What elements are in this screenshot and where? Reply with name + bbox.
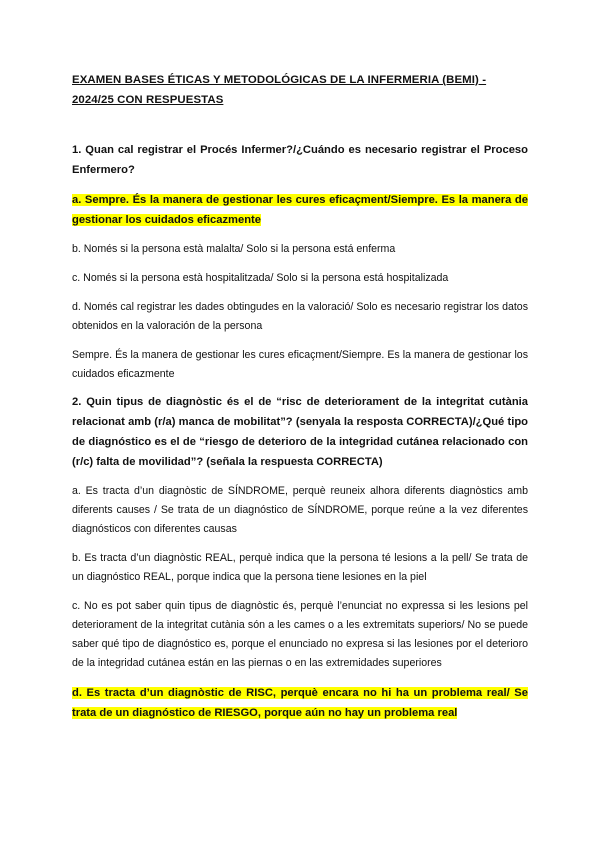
question-2-option-c: c. No es pot saber quin tipus de diagnòstic és, perquè l’enunciat no expressa si les lesions pel deteriorament de la integritat cutània són a les cames o a les extremitats superiors/ No se puede saber qué tipo de diagnóstico es, porque el enunciado no expresa si las lesiones por el deterioro de la integridad cutánea están en las piernas o en las extremidades superiores (72, 600, 528, 669)
question-2: 2. Quin tipus de diagnòstic és el de “risc de deteriorament de la integritat cutània relacionat amb (r/a) manca de mobilitat”? (senyala la resposta CORRECTA)/¿Qué tipo de diagnóstico es el de “riesgo de deterioro de la integridad cutánea relacionado con (r/c) falta de movilidad”? (señala la respuesta CORRECTA) (72, 396, 528, 468)
question-1-option-c: c. Només si la persona està hospitalitzada/ Solo si la persona está hospitalizada (72, 272, 449, 284)
question-1-correct-answer (72, 190, 528, 230)
question-2-option-a: a. Es tracta d’un diagnòstic de SÍNDROME, perquè reuneix alhora diferents diagnòstics amb diferents causes / Se trata de un diagnóstico de SÍNDROME, porque reúne a la vez diferentes diagnósticos con diferentes causas (72, 485, 528, 535)
question-1-explanation: Sempre. És la manera de gestionar les cures eficaçment/Siempre. Es la manera de gestionar los cuidados eficazmente (72, 349, 528, 380)
highlighted-answer-1: a. Sempre. És la manera de gestionar les cures eficaçment/Siempre. Es la manera de gestionar los cuidados eficazmente (72, 194, 528, 226)
question-1-option-d: d. Només cal registrar les dades obtingudes en la valoració/ Solo es necesario registrar los datos obtenidos en la valoración de la persona (72, 301, 528, 332)
question-2-option-b: b. Es tracta d’un diagnòstic REAL, perquè indica que la persona té lesions a la pell/ Se trata de un diagnóstico REAL, porque indica que la persona tiene lesiones en la piel (72, 552, 528, 583)
question-2-correct-answer (72, 683, 528, 723)
question-1-option-b: b. Només si la persona està malalta/ Solo si la persona está enferma (72, 243, 396, 255)
document-body (72, 70, 528, 723)
document-title: EXAMEN BASES ÉTICAS Y METODOLÓGICAS DE LA INFERMERIA (BEMI) - 2024/25 CON RESPUESTAS (72, 74, 487, 106)
highlighted-answer-2: d. Es tracta d’un diagnòstic de RISC, perquè encara no hi ha un problema real/ Se trata de un diagnóstico de RIESGO, porque aún no hay un problema real (72, 687, 528, 719)
question-1: 1. Quan cal registrar el Procés Infermer?/¿Cuándo es necesario registrar el Proceso Enfermero? (72, 144, 528, 176)
